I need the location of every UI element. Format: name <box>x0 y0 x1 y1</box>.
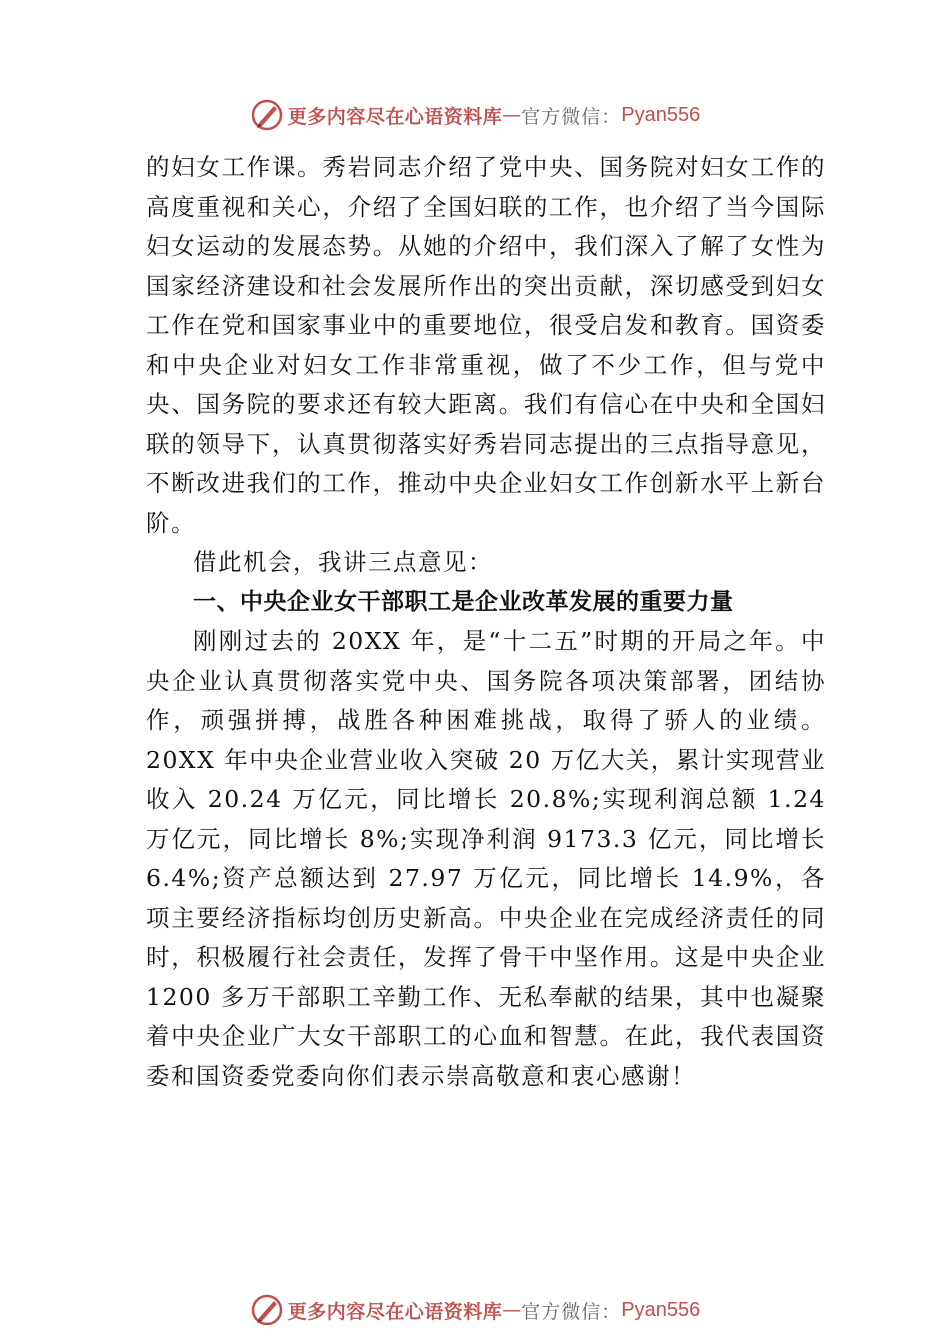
banner-wechat-label: 官方微信： <box>521 1300 622 1323</box>
banner-wechat-id: Pyan556 <box>621 1298 701 1321</box>
banner-brand-text: 更多内容尽在心语资料库 <box>287 105 503 128</box>
pen-logo-icon <box>250 98 284 132</box>
document-body <box>146 148 826 1096</box>
banner-wechat-label: 官方微信： <box>521 105 622 128</box>
banner-dash: — <box>502 104 522 126</box>
paragraph-continued: 的妇女工作课。秀岩同志介绍了党中央、国务院对妇女工作的高度重视和关心，介绍了全国妇联的工作，也介绍了当今国际妇女运动的发展态势。从她的介绍中，我们深入了解了女性为国家经济建设和社会发展所作出的突出贡献，深切感受到妇女工作在党和国家事业中的重要地位，很受启发和教育。国资委和中央企业对妇女工作非常重视，做了不少工作，但与党中央、国务院的要求还有较大距离。我们有信心在中央和全国妇联的领导下，认真贯彻落实好秀岩同志提出的三点指导意见，不断改进我们的工作，推动中央企业妇女工作创新水平上新台阶。 <box>146 153 826 537</box>
banner-wechat-id: Pyan556 <box>621 103 701 126</box>
banner-brand-text: 更多内容尽在心语资料库 <box>287 1300 503 1323</box>
paragraph-main: 刚刚过去的 20XX 年，是“十二五”时期的开局之年。中央企业认真贯彻落实党中央、国务院各项决策部署，团结协作，顽强拼搏，战胜各种困难挑战，取得了骄人的业绩。20XX 年中央企业营业收入突破 20 万亿大关，累计实现营业收入 20.24 万亿元，同比增长 20.8%;实现利润总额 1.24 万亿元，同比增长 8%;实现净利润 9173.3 亿元，同比增长 6.4%;资产总额达到 27.97 万亿元，同比增长 14.9%，各项主要经济指标均创历史新高。中央企业在完成经济责任的同时，积极履行社会责任，发挥了骨干中坚作用。这是中央企业 1200 多万干部职工辛勤工作、无私奉献的结果，其中也凝聚着中央企业广大女干部职工的心血和智慧。在此，我代表国资委和国资委党委向你们表示崇高敬意和衷心感谢！ <box>146 627 826 1090</box>
footer-banner <box>0 1290 950 1330</box>
paragraph-intro: 借此机会，我讲三点意见： <box>193 548 493 576</box>
header-banner <box>0 95 950 135</box>
section-heading-1: 一、中央企业女干部职工是企业改革发展的重要力量 <box>193 588 734 615</box>
pen-logo-icon <box>250 1293 284 1327</box>
banner-dash: — <box>502 1299 522 1321</box>
